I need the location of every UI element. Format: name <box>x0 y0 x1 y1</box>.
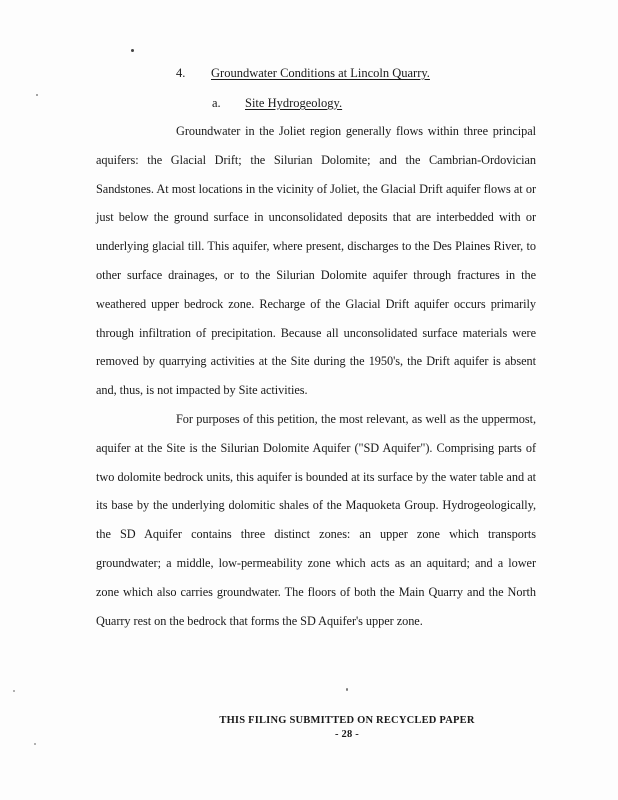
subsection-title: Site Hydrogeology. <box>245 96 343 110</box>
body-paragraph-2: For purposes of this petition, the most relevant, as well as the uppermost, aquifer at the Site is the Silurian Dolomite Aquifer ("SD Aquifer"). Comprising parts of two dolomite bedrock units, this aquifer is bounded at its surface by the water table and at its base by the underlying dolomitic shales of the Maquoketa Group. Hydrogeologically, the SD Aquifer contains three distinct zones: an upper zone which transports groundwater; a middle, low-permeability zone which acts as an aquitard; and a lower zone which also carries groundwater. The floors of both the Main Quarry and the North Quarry rest on the bedrock that forms the SD Aquifer's upper zone. <box>96 412 536 628</box>
recycled-paper-notice: THIS FILING SUBMITTED ON RECYCLED PAPER <box>219 715 475 726</box>
section-number: 4. <box>176 66 186 80</box>
scan-speck <box>34 743 36 745</box>
scan-speck <box>13 690 15 692</box>
page-number: - 28 - <box>335 729 359 740</box>
scan-speck <box>131 49 134 52</box>
section-title: Groundwater Conditions at Lincoln Quarry. <box>211 66 430 80</box>
subsection-letter: a. <box>212 96 221 110</box>
body-paragraph-1: Groundwater in the Joliet region generally flows within three principal aquifers: the Glacial Drift; the Silurian Dolomite; and the Cambrian-Ordovician Sandstones. At most locations in the vicinity of Joliet, the Glacial Drift aquifer flows at or just below the ground surface in unconsolidated deposits that are interbedded with or underlying glacial till. This aquifer, where present, discharges to the Des Plaines River, to other surface drainages, or to the Silurian Dolomite aquifer through fractures in the weathered upper bedrock zone. Recharge of the Glacial Drift aquifer occurs primarily through infiltration of precipitation. Because all unconsolidated surface materials were removed by quarrying activities at the Site during the 1950's, the Drift aquifer is absent and, thus, is not impacted by Site activities. <box>96 124 536 398</box>
scan-speck <box>36 94 38 96</box>
scan-speck <box>346 688 348 691</box>
